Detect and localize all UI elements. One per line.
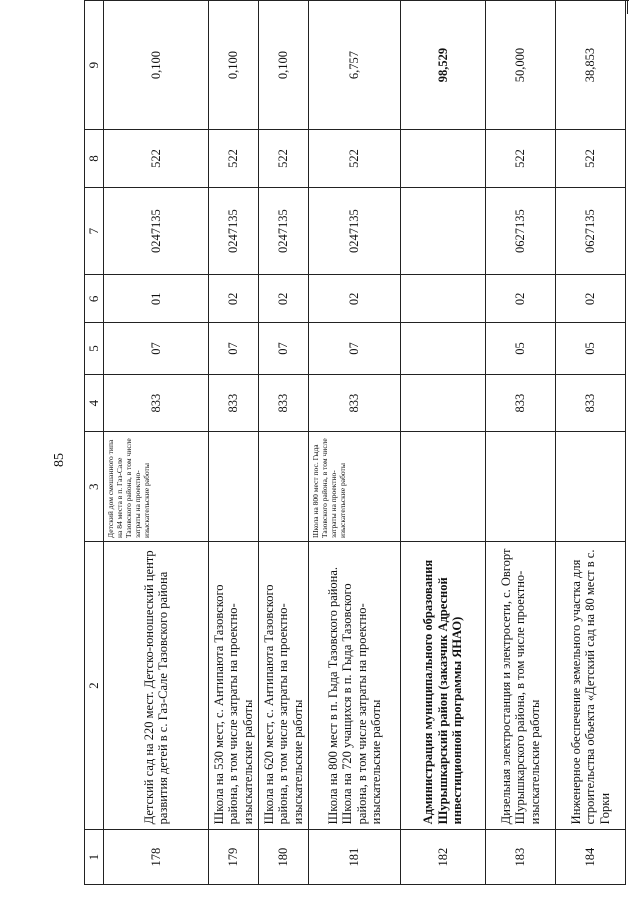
cell-code-7 <box>401 187 486 275</box>
row-name: Школа на 530 мест, с. Антипаюта Тазовского района, в том числе затраты на проектно-изыскательские работы <box>209 541 259 829</box>
row-extra-note <box>556 432 626 542</box>
cell-code-8: 522 <box>209 130 259 188</box>
cell-code-4: 833 <box>209 374 259 432</box>
cell-code-8: 522 <box>309 130 401 188</box>
table-row <box>556 1 626 885</box>
header-row <box>85 1 104 885</box>
budget-table <box>84 0 626 885</box>
cell-code-4: 833 <box>104 374 209 432</box>
cell-code-4: 833 <box>309 374 401 432</box>
table-row <box>401 1 486 885</box>
row-number: 184 <box>556 830 626 885</box>
row-number: 180 <box>259 830 309 885</box>
row-extra-note: Детский дом смешанного типа на 84 места в п. Газ-Сале Тазовского района, в том числе затраты на проектно-изыскательские работы <box>104 432 209 542</box>
row-name: Инженерное обеспечение земельного участка для строительства объекта «Детский сад на 80 мест в с. Горки <box>556 541 626 829</box>
row-extra-note <box>259 432 309 542</box>
cell-amount: 98,529 <box>401 1 486 130</box>
cell-code-6 <box>401 275 486 323</box>
row-extra-note <box>486 432 556 542</box>
row-name: Школа на 620 мест, с. Антипаюта Тазовского района, в том числе затраты на проектно-изыскательские работы <box>259 541 309 829</box>
cell-code-5: 07 <box>104 323 209 375</box>
row-extra-note <box>401 432 486 542</box>
row-name: Администрация муниципального образования Шурышкарский район (заказчик Адресной инвестиционной программы ЯНАО) <box>401 541 486 829</box>
table-row <box>104 1 209 885</box>
row-number: 182 <box>401 830 486 885</box>
cell-code-8: 522 <box>556 130 626 188</box>
row-name: Школа на 800 мест в п. Гыда Тазовского района. Школа на 720 учащихся в п. Гыда Тазовского района, в том числе затраты на проектно-изыскательские работы <box>309 541 401 829</box>
cell-code-7: 0247135 <box>104 187 209 275</box>
cell-code-6: 01 <box>104 275 209 323</box>
cell-code-6: 02 <box>556 275 626 323</box>
page-number: 85 <box>52 453 67 467</box>
cell-code-7: 0627135 <box>556 187 626 275</box>
cell-amount: 6,757 <box>309 1 401 130</box>
row-name: Детский сад на 220 мест. Детско-юношеский центр развития детей в с. Газ-Сале Тазовского района <box>104 541 209 829</box>
cell-code-5: 07 <box>259 323 309 375</box>
cell-code-5 <box>401 323 486 375</box>
cell-code-5: 05 <box>486 323 556 375</box>
scan-mark <box>627 0 628 14</box>
table-row <box>259 1 309 885</box>
header-cell: 4 <box>85 374 104 432</box>
cell-code-7: 0247135 <box>309 187 401 275</box>
header-cell: 1 <box>85 830 104 885</box>
header-cell: 6 <box>85 275 104 323</box>
row-number: 181 <box>309 830 401 885</box>
cell-code-4: 833 <box>486 374 556 432</box>
rotated-page <box>76 0 640 905</box>
cell-code-8: 522 <box>104 130 209 188</box>
cell-amount: 0,100 <box>209 1 259 130</box>
row-name: Дизельная электростанция и электросети, с. Овгорт Шурышкарского района, в том числе проектно-изыскательские работы <box>486 541 556 829</box>
table-row <box>309 1 401 885</box>
header-cell: 5 <box>85 323 104 375</box>
cell-amount: 50,000 <box>486 1 556 130</box>
cell-amount: 0,100 <box>104 1 209 130</box>
cell-code-7: 0247135 <box>259 187 309 275</box>
header-cell: 7 <box>85 187 104 275</box>
cell-code-4 <box>401 374 486 432</box>
cell-code-6: 02 <box>209 275 259 323</box>
cell-code-7: 0247135 <box>209 187 259 275</box>
cell-code-6: 02 <box>259 275 309 323</box>
cell-code-4: 833 <box>259 374 309 432</box>
cell-code-5: 05 <box>556 323 626 375</box>
header-cell: 9 <box>85 1 104 130</box>
cell-code-7: 0627135 <box>486 187 556 275</box>
cell-code-5: 07 <box>209 323 259 375</box>
cell-code-5: 07 <box>309 323 401 375</box>
cell-code-8: 522 <box>259 130 309 188</box>
row-number: 183 <box>486 830 556 885</box>
table-row <box>486 1 556 885</box>
row-extra-note <box>209 432 259 542</box>
scan-mark <box>363 0 629 1</box>
table-row <box>209 1 259 885</box>
row-extra-note: Школа на 800 мест пос. Гыда Тазовского района, в том числе затраты на проектно-изыскательские работы <box>309 432 401 542</box>
header-cell: 2 <box>85 541 104 829</box>
cell-amount: 38,853 <box>556 1 626 130</box>
row-number: 178 <box>104 830 209 885</box>
header-cell: 3 <box>85 432 104 542</box>
header-cell: 8 <box>85 130 104 188</box>
cell-code-4: 833 <box>556 374 626 432</box>
cell-code-8 <box>401 130 486 188</box>
cell-code-6: 02 <box>486 275 556 323</box>
cell-amount: 0,100 <box>259 1 309 130</box>
row-number: 179 <box>209 830 259 885</box>
cell-code-6: 02 <box>309 275 401 323</box>
cell-code-8: 522 <box>486 130 556 188</box>
